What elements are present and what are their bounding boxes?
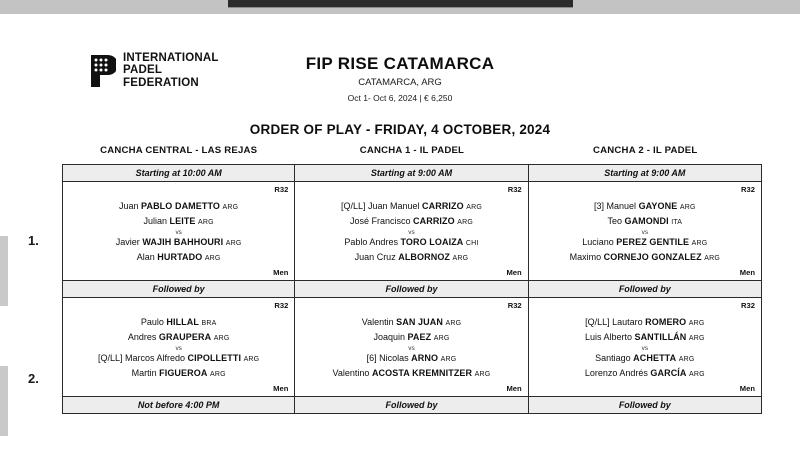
round-tag: R32 — [741, 185, 755, 194]
player-country: ARG — [688, 334, 705, 342]
player-country: ARG — [213, 334, 230, 342]
player-first: Julian — [143, 215, 167, 226]
schedule-cell — [295, 165, 528, 182]
player-line — [69, 251, 288, 266]
player-line — [69, 236, 288, 251]
start-time-label: Starting at 10:00 AM — [63, 165, 294, 181]
match-number-1: 1. — [28, 233, 39, 248]
player-line — [69, 367, 288, 382]
vs-label: vs — [175, 345, 182, 352]
round-tag: R32 — [274, 185, 289, 194]
player-first: Luciano — [582, 237, 614, 247]
player-surname: GRAUPERA — [158, 331, 212, 342]
vs-label: vs — [641, 229, 649, 236]
player-surname: HILLAL — [166, 317, 199, 327]
logo-line-1: INTERNATIONAL — [123, 52, 219, 64]
player-country: ARG — [204, 254, 221, 262]
player-surname: ACOSTA KREMNITZER — [371, 367, 473, 378]
player-country: ARG — [691, 240, 708, 247]
player-country: ARG — [209, 370, 226, 378]
document-header — [0, 14, 800, 103]
player-surname: TORO LOAIZA — [400, 237, 464, 247]
player-country: ARG — [466, 204, 483, 211]
followed-by-label: Followed by — [295, 281, 527, 297]
player-surname: CORNEJO GONZALEZ — [603, 251, 702, 262]
player-surname: CIPOLLETTI — [187, 353, 242, 363]
order-of-play-title: ORDER OF PLAY - FRIDAY, 4 OCTOBER, 2024 — [249, 122, 551, 137]
player-country: ARG — [243, 356, 260, 363]
player-surname: LEITE — [169, 215, 196, 226]
player-line — [301, 367, 521, 382]
player-surname: SANTILLÁN — [634, 331, 687, 342]
player-surname: FIGUEROA — [159, 367, 208, 378]
player-first: Andres — [127, 331, 157, 342]
player-surname: GARCÍA — [650, 367, 687, 378]
court-header-1 — [295, 145, 528, 160]
player-line — [535, 352, 755, 367]
player-line — [69, 200, 288, 215]
player-first: Paulo — [140, 317, 164, 327]
player-first: Maximo — [569, 251, 602, 262]
match-cell-court1[interactable] — [295, 298, 528, 397]
player-surname: CARRIZO — [413, 215, 455, 226]
match-row — [62, 298, 762, 397]
player-first: Valentin — [361, 317, 394, 327]
player-country: ARG — [678, 356, 695, 363]
court-name: CANCHA 1 - IL PADEL — [359, 145, 465, 156]
gender-tag: Men — [506, 384, 522, 393]
vs-label: vs — [641, 345, 649, 352]
event-title: FIP RISE CATAMARCA — [305, 54, 495, 73]
logo-line-2: PADEL — [123, 64, 163, 77]
match-number-2: 2. — [28, 371, 39, 386]
match-row — [62, 182, 762, 281]
schedule-cell — [62, 165, 295, 182]
player-first: Javier — [115, 237, 140, 247]
court-headers — [62, 145, 762, 160]
player-line — [301, 251, 521, 266]
player-first: Juan Manuel — [367, 201, 420, 211]
event-location: CATAMARCA, ARG — [358, 77, 442, 88]
player-line — [69, 215, 288, 230]
match-players — [69, 200, 288, 265]
court-header-0 — [62, 145, 295, 160]
player-country: ARG — [198, 218, 214, 226]
player-country: ARG — [225, 240, 242, 247]
player-country: ARG — [688, 320, 705, 327]
page-edge-marker-1 — [0, 236, 8, 306]
player-first: José Francisco — [349, 215, 411, 226]
player-seed: [Q/LL] — [585, 317, 610, 327]
gender-tag: Men — [739, 384, 755, 393]
player-country: ARG — [445, 320, 462, 327]
match-cell-court1[interactable] — [295, 182, 528, 281]
match-cell-court2[interactable] — [529, 298, 762, 397]
player-country: ARG — [433, 334, 450, 342]
schedule-cell — [529, 281, 762, 298]
followed-by-label: Followed by — [63, 281, 294, 297]
player-surname: CARRIZO — [422, 201, 464, 211]
player-first: Juan — [119, 201, 139, 211]
court-header-2 — [529, 145, 762, 160]
player-first: Juan Cruz — [354, 251, 396, 262]
player-first: Lautaro — [612, 317, 643, 327]
player-country: ARG — [452, 254, 469, 262]
player-line — [301, 215, 521, 230]
player-line — [535, 367, 755, 382]
player-line — [301, 236, 521, 251]
time-row — [62, 397, 762, 414]
document-page — [0, 14, 800, 450]
player-line — [69, 316, 288, 331]
player-first: Santiago — [595, 353, 631, 363]
time-row — [62, 165, 762, 182]
time-row — [62, 281, 762, 298]
player-country: ARG — [222, 204, 239, 211]
gender-tag: Men — [273, 268, 289, 277]
event-dates-prize: Oct 1- Oct 6, 2024 | € 6,250 — [347, 93, 453, 103]
player-first: Martin — [131, 367, 157, 378]
court-name: CANCHA CENTRAL - LAS REJAS — [100, 145, 258, 156]
round-tag: R32 — [507, 185, 522, 194]
player-country: ARG — [440, 356, 457, 363]
match-cell-court2[interactable] — [529, 182, 762, 281]
player-surname: ACHETTA — [633, 353, 677, 363]
player-first: Lorenzo Andrés — [584, 367, 648, 378]
vs-label: vs — [408, 229, 415, 236]
round-tag: R32 — [741, 301, 755, 310]
player-country: CHI — [465, 240, 479, 247]
player-country: ARG — [704, 254, 721, 262]
player-surname: GAYONE — [638, 201, 678, 211]
player-line — [535, 215, 755, 230]
player-line — [69, 352, 288, 367]
followed-by-label: Followed by — [529, 397, 761, 413]
player-country: ARG — [474, 370, 491, 378]
schedule-cell — [62, 281, 295, 298]
player-line — [301, 331, 521, 346]
player-line — [301, 352, 521, 367]
player-surname: SAN JUAN — [396, 317, 443, 327]
match-players — [301, 200, 521, 265]
player-seed: [Q/LL] — [97, 353, 123, 363]
player-surname: HURTADO — [157, 251, 203, 262]
player-line — [69, 331, 288, 346]
player-first: Joaquin — [373, 331, 405, 342]
player-line — [535, 316, 755, 331]
schedule-cell — [295, 281, 528, 298]
start-time-label: Starting at 9:00 AM — [529, 165, 761, 181]
match-players — [69, 316, 288, 381]
player-country: BRA — [201, 320, 217, 327]
page-edge-marker-2 — [0, 366, 8, 436]
player-surname: PAEZ — [407, 331, 432, 342]
player-surname: PEREZ GENTILE — [616, 237, 690, 247]
event-title-block — [0, 54, 800, 103]
player-country: ITA — [671, 218, 683, 226]
gender-tag: Men — [273, 384, 289, 393]
player-line — [301, 200, 521, 215]
browser-toolbar-sliver[interactable] — [228, 0, 573, 8]
round-tag: R32 — [274, 301, 289, 310]
player-line — [535, 236, 755, 251]
player-seed: [6] — [366, 353, 377, 363]
vs-label: vs — [408, 345, 415, 352]
schedule-cell — [529, 397, 762, 414]
player-country: ARG — [679, 204, 696, 211]
match-cell-court0[interactable] — [62, 182, 295, 281]
round-tag: R32 — [507, 301, 522, 310]
player-line — [301, 316, 521, 331]
player-surname: ALBORNOZ — [398, 251, 451, 262]
player-line — [535, 251, 755, 266]
schedule-cell — [529, 165, 762, 182]
match-players — [535, 316, 755, 381]
player-seed: [3] — [593, 201, 604, 211]
court-name: CANCHA 2 - IL PADEL — [593, 145, 698, 156]
player-surname: ROMERO — [645, 317, 687, 327]
order-of-play-grid — [62, 164, 762, 414]
player-first: Pablo Andres — [344, 237, 398, 247]
match-players — [535, 200, 755, 265]
vs-label: vs — [175, 229, 182, 236]
schedule-cell — [62, 397, 295, 414]
player-surname: WAJIH BAHHOURI — [142, 237, 224, 247]
player-first: Marcos Alfredo — [125, 353, 186, 363]
start-time-label: Starting at 9:00 AM — [295, 165, 527, 181]
match-players — [301, 316, 521, 381]
player-first: Valentino — [332, 367, 370, 378]
not-before-label: Not before 4:00 PM — [63, 397, 294, 413]
player-first: Teo — [607, 215, 622, 226]
logo-line-3: FEDERATION — [123, 76, 199, 89]
player-first: Nicolas — [379, 353, 409, 363]
player-line — [535, 331, 755, 346]
player-surname: PABLO DAMETTO — [141, 201, 221, 211]
player-first: Manuel — [606, 201, 637, 211]
followed-by-label: Followed by — [529, 281, 761, 297]
player-first: Luis Alberto — [584, 331, 632, 342]
player-country: ARG — [457, 218, 474, 226]
player-surname: ARNO — [411, 353, 439, 363]
player-seed: [Q/LL] — [340, 201, 366, 211]
followed-by-label: Followed by — [295, 397, 527, 413]
gender-tag: Men — [739, 268, 755, 277]
match-cell-court0[interactable] — [62, 298, 295, 397]
player-country: ARG — [689, 370, 705, 378]
player-first: Alan — [136, 251, 155, 262]
gender-tag: Men — [506, 268, 522, 277]
player-surname: GAMONDI — [624, 215, 669, 226]
schedule-cell — [295, 397, 528, 414]
player-line — [535, 200, 755, 215]
